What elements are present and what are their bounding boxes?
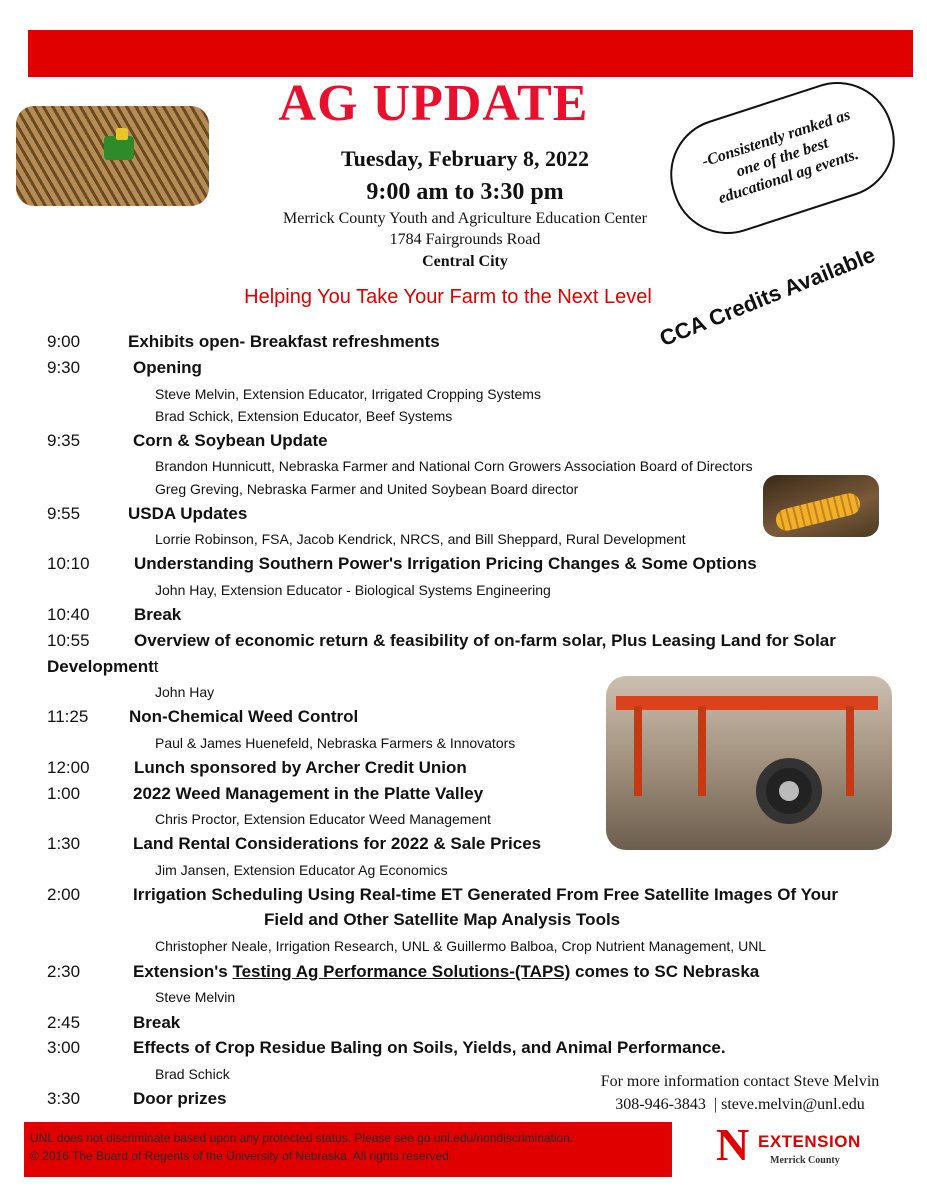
tagline: Helping You Take Your Farm to the Next Level — [244, 286, 652, 308]
agenda-title-cont-tail: t — [153, 657, 159, 676]
agenda-title: 2022 Weed Management in the Platte Valley — [133, 784, 484, 803]
nebraska-n-icon: N — [716, 1119, 750, 1170]
machine-leg-shape — [634, 706, 642, 796]
top-banner-bar — [28, 30, 913, 77]
agenda-title-continued — [47, 657, 158, 677]
agenda-title: Opening — [133, 358, 202, 377]
event-time: 9:00 am to 3:30 pm — [366, 179, 564, 205]
agenda-speaker: Jim Jansen, Extension Educator Ag Economics — [155, 862, 448, 878]
agenda-speaker: Lorrie Robinson, FSA, Jacob Kendrick, NRCS, and Bill Sheppard, Rural Development — [155, 531, 686, 547]
agenda-time: 2:45 — [47, 1013, 81, 1032]
agenda-time: 9:55 — [47, 504, 81, 523]
agenda-time: 1:30 — [47, 834, 81, 853]
agenda-speaker: Steve Melvin, Extension Educator, Irrigated Cropping Systems — [155, 386, 541, 402]
machine-leg-shape — [698, 706, 706, 796]
agenda-title-post: comes to SC Nebraska — [570, 962, 760, 981]
agenda-speaker: Greg Greving, Nebraska Farmer and United Soybean Board director — [155, 481, 579, 497]
agenda-title: Break — [133, 1013, 181, 1032]
agenda-time: 12:00 — [47, 758, 90, 777]
agenda-time: 9:00 — [47, 332, 81, 351]
machine-frame-shape — [616, 696, 878, 710]
logo-extension-text: EXTENSION — [758, 1132, 861, 1151]
taps-link[interactable]: Testing Ag Performance Solutions-(TAPS) — [232, 962, 571, 981]
logo-county-text: Merrick County — [770, 1155, 840, 1166]
agenda-time: 2:00 — [47, 885, 81, 904]
agenda-title-cont-text: Field and Other Satellite Map Analysis Tools — [264, 910, 621, 929]
agenda-time: 2:30 — [47, 962, 81, 981]
agenda-time: 10:10 — [47, 554, 90, 573]
agenda-time: 1:00 — [47, 784, 81, 803]
agenda-title: Understanding Southern Power's Irrigation Pricing Changes & Some Options — [134, 554, 757, 573]
ranking-badge-text: -Consistently ranked as one of the best educational ag events. — [699, 106, 861, 208]
agenda-speaker: John Hay, Extension Educator - Biological Systems Engineering — [155, 582, 551, 598]
agenda-title: Corn & Soybean Update — [133, 431, 328, 450]
machine-hub-shape — [779, 781, 799, 801]
agenda-title-cont-text: Development — [47, 657, 154, 676]
agenda-title: Lunch sponsored by Archer Credit Union — [134, 758, 467, 777]
contact-line: For more information contact Steve Melvin — [600, 1073, 880, 1090]
agenda-time: 3:00 — [47, 1038, 81, 1057]
agenda-title: USDA Updates — [128, 504, 248, 523]
agenda-title: Door prizes — [133, 1089, 227, 1108]
agenda-title: Exhibits open- Breakfast refreshments — [128, 332, 440, 351]
agenda-title: Irrigation Scheduling Using Real-time ET Generated From Free Satellite Images Of Your — [133, 885, 839, 904]
corn-cob-photo — [763, 475, 879, 537]
agenda-speaker: John Hay — [155, 684, 215, 700]
contact-email[interactable]: steve.melvin@unl.edu — [721, 1096, 865, 1113]
agenda-speaker: Steve Melvin — [155, 989, 236, 1005]
agenda-time: 3:30 — [47, 1089, 81, 1108]
machine-leg-shape — [846, 706, 854, 796]
agenda-title: Break — [134, 605, 182, 624]
contact-separator: | — [713, 1096, 718, 1113]
agenda-speaker: Brad Schick, Extension Educator, Beef Systems — [155, 408, 453, 424]
agenda-time: 9:35 — [47, 431, 81, 450]
agenda-title: Land Rental Considerations for 2022 & Sale Prices — [133, 834, 542, 853]
corn-cob-shape — [774, 491, 863, 533]
agenda-speaker: Brad Schick — [155, 1066, 230, 1082]
agenda-time: 10:55 — [47, 631, 90, 650]
weeding-machine-photo — [606, 676, 892, 850]
agenda-title: Overview of economic return & feasibility of on-farm solar, Plus Leasing Land for Solar — [134, 631, 836, 650]
event-city: Central City — [422, 253, 508, 270]
event-venue: Merrick County Youth and Agriculture Education Center — [283, 210, 647, 227]
agenda-title: Effects of Crop Residue Baling on Soils, Yields, and Animal Performance. — [133, 1038, 726, 1057]
agenda-time: 11:25 — [47, 707, 89, 726]
agenda-time: 10:40 — [47, 605, 90, 624]
contact-details — [580, 1096, 900, 1114]
agenda-speaker: Paul & James Huenefeld, Nebraska Farmers & Innovators — [155, 735, 516, 751]
event-address: 1784 Fairgrounds Road — [389, 231, 541, 248]
agenda-speaker: Brandon Hunnicutt, Nebraska Farmer and National Corn Growers Association Board of Directors — [155, 458, 753, 474]
agenda-title — [133, 962, 759, 982]
agenda-title: Non-Chemical Weed Control — [129, 707, 359, 726]
contact-phone: 308-946-3843 — [615, 1096, 706, 1113]
footer-nondiscrimination: UNL does not discriminate based upon any protected status. Please see go.unl.edu/nondiscrimination. — [30, 1131, 574, 1145]
cca-credits-label: CCA Credits Available — [656, 241, 879, 352]
footer-copyright: © 2016 The Board of Regents of the University of Nebraska. All rights reserved. — [30, 1149, 453, 1163]
unl-extension-logo — [716, 1119, 866, 1172]
title-text: AG UPDATE — [278, 75, 589, 132]
agenda-time: 9:30 — [47, 358, 81, 377]
agenda-speaker: Chris Proctor, Extension Educator Weed Management — [155, 811, 491, 827]
event-date: Tuesday, February 8, 2022 — [341, 146, 589, 171]
agenda-speaker: Christopher Neale, Irrigation Research, UNL & Guillermo Balboa, Crop Nutrient Management, UNL — [155, 938, 767, 954]
agenda-title-pre: Extension's — [133, 962, 233, 981]
